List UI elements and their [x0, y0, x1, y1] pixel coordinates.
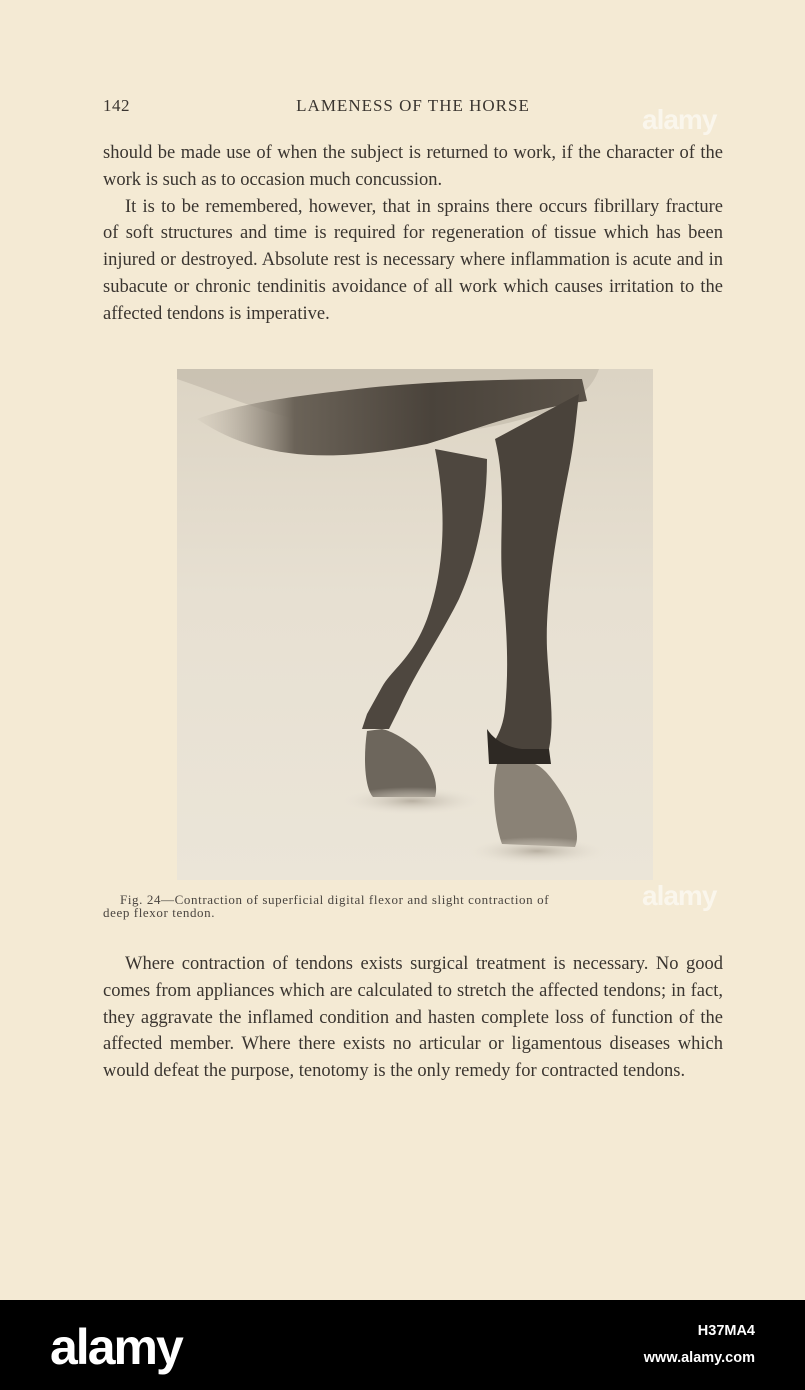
- horse-legs-illustration: [177, 369, 653, 880]
- site-url-link[interactable]: www.alamy.com: [643, 1350, 755, 1366]
- image-id: H37MA4: [697, 1323, 755, 1339]
- page-header: [103, 96, 723, 118]
- running-head: LAMENESS OF THE HORSE: [296, 96, 530, 115]
- paragraph-3: Where contraction of tendons exists surgical treatment is necessary. No good comes from appliances which are calculated to stretch the affected tendons; in fact, they aggravate the inflamed condition and hasten complete loss of function of the affected member. Where there exists no articular or ligamentous diseases which would defeat the purpose, tenotomy is the only remedy for contracted tendons.: [103, 954, 723, 1082]
- paragraph-2-text: It is to be remembered, however, that in sprains there occurs fibrillary fracture of soft structures and time is required for regeneration of tissue which has been injured or destroyed. Absolute rest is necessary where inflammation is acute and in subacute or chronic tendinitis avoidance of all work which causes irritation to the affected tendons is imperative.: [103, 196, 723, 324]
- caption-line-1: Fig. 24—Contraction of superficial digital flexor and slight contraction of: [120, 892, 550, 907]
- figure-caption: [103, 893, 723, 919]
- watermark-caption: alamy: [642, 880, 717, 911]
- caption-line-2: deep flexor tendon.: [103, 905, 216, 920]
- paragraph-1: [103, 140, 723, 328]
- paragraph-1-text: should be made use of when the subject is returned to work, if the character of the work is such as to occasion much concussion.: [103, 143, 723, 190]
- figure-photo-horse-legs: [177, 369, 653, 880]
- watermark-top: alamy: [642, 104, 717, 135]
- page-number: 142: [103, 96, 130, 115]
- alamy-logo[interactable]: alamy: [50, 1319, 182, 1375]
